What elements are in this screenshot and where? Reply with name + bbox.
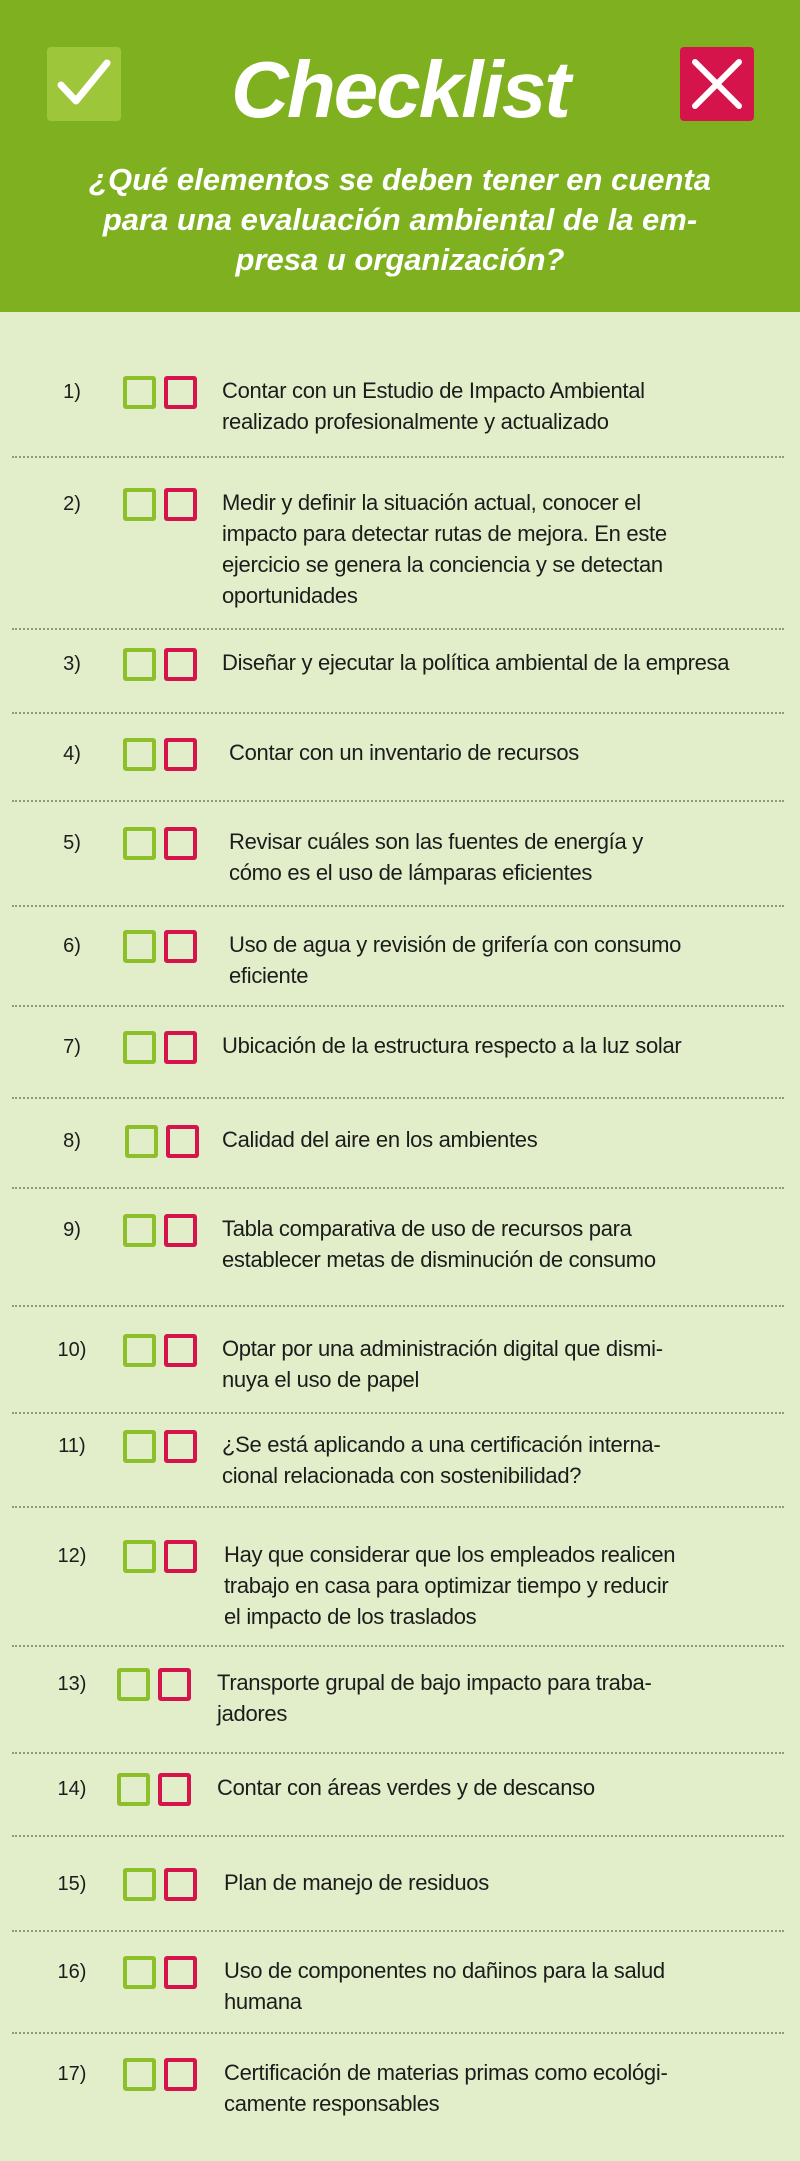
divider [12, 905, 784, 907]
item-number: 9) [63, 1219, 81, 1241]
item-text [222, 647, 729, 678]
divider [12, 1930, 784, 1932]
item-text [222, 1429, 660, 1491]
divider [12, 1412, 784, 1414]
item-text-line: Contar con áreas verdes y de descanso [217, 1775, 595, 1800]
item-text-line: impacto para detectar rutas de mejora. En este [222, 521, 667, 546]
item-number: 16) [57, 1961, 87, 1983]
item-text-line: cional relacionada con sostenibilidad? [222, 1463, 582, 1488]
item-text [229, 737, 579, 768]
item-text-line: Contar con un inventario de recursos [229, 740, 579, 765]
divider [12, 1835, 784, 1837]
divider [12, 800, 784, 802]
checkbox-yes[interactable] [123, 376, 156, 409]
item-text-line: Contar con un Estudio de Impacto Ambiental [222, 378, 645, 403]
subtitle-line: ¿Qué elementos se deben tener en cuenta [89, 162, 711, 197]
divider [12, 1005, 784, 1007]
checkbox-yes[interactable] [123, 1334, 156, 1367]
checkbox-no[interactable] [164, 648, 197, 681]
checkbox-no[interactable] [164, 1031, 197, 1064]
checkbox-no[interactable] [164, 1214, 197, 1247]
checkbox-no[interactable] [164, 1956, 197, 1989]
divider [12, 1506, 784, 1508]
divider [12, 628, 784, 630]
checkbox-yes[interactable] [123, 488, 156, 521]
item-number: 2) [63, 493, 81, 515]
item-number: 12) [57, 1545, 87, 1567]
subtitle [60, 160, 740, 280]
item-text-line: jadores [217, 1701, 288, 1726]
checkbox-yes[interactable] [123, 1031, 156, 1064]
item-text [224, 1867, 489, 1898]
divider [12, 1187, 784, 1189]
item-text-line: establecer metas de disminución de consumo [222, 1247, 656, 1272]
checkbox-no[interactable] [164, 1334, 197, 1367]
item-text-line: camente responsables [224, 2091, 440, 2116]
checkbox-no[interactable] [164, 827, 197, 860]
checkbox-yes[interactable] [117, 1668, 150, 1701]
item-number: 17) [57, 2063, 87, 2085]
divider [12, 1097, 784, 1099]
item-number: 4) [63, 743, 81, 765]
item-text [224, 2057, 668, 2119]
item-number: 7) [63, 1036, 81, 1058]
item-text [222, 375, 645, 437]
divider [12, 2032, 784, 2034]
item-text-line: oportunidades [222, 583, 358, 608]
item-text-line: eficiente [229, 963, 309, 988]
item-text [222, 1030, 681, 1061]
checkbox-yes[interactable] [117, 1773, 150, 1806]
subtitle-line: presa u organización? [235, 242, 565, 277]
item-number: 3) [63, 653, 81, 675]
item-text-line: Certificación de materias primas como ecológi- [224, 2060, 668, 2085]
checkbox-yes[interactable] [123, 1214, 156, 1247]
header [0, 0, 800, 312]
item-text-line: Ubicación de la estructura respecto a la luz solar [222, 1033, 682, 1058]
item-text-line: nuya el uso de papel [222, 1367, 420, 1392]
checkbox-yes[interactable] [123, 2058, 156, 2091]
item-text-line: ¿Se está aplicando a una certificación interna- [222, 1432, 661, 1457]
subtitle-line: para una evaluación ambiental de la em- [102, 202, 698, 237]
divider [12, 1752, 784, 1754]
checkbox-no[interactable] [164, 2058, 197, 2091]
checkbox-yes[interactable] [123, 1868, 156, 1901]
item-number: 14) [57, 1778, 87, 1800]
item-number: 8) [63, 1130, 81, 1152]
item-text-line: Revisar cuáles son las fuentes de energía y [229, 829, 643, 854]
item-text-line: cómo es el uso de lámparas eficientes [229, 860, 593, 885]
divider [12, 1305, 784, 1307]
item-text [224, 1539, 675, 1632]
item-number: 11) [58, 1435, 86, 1457]
item-text-line: trabajo en casa para optimizar tiempo y reducir [224, 1573, 669, 1598]
item-text [224, 1955, 665, 2017]
item-text-line: Diseñar y ejecutar la política ambiental de la empresa [222, 650, 730, 675]
checkbox-no[interactable] [164, 488, 197, 521]
checkbox-yes[interactable] [123, 1430, 156, 1463]
item-text-line: Tabla comparativa de uso de recursos para [222, 1216, 632, 1241]
checkbox-no[interactable] [164, 930, 197, 963]
item-number: 5) [63, 832, 81, 854]
item-text-line: humana [224, 1989, 302, 2014]
item-text-line: realizado profesionalmente y actualizado [222, 409, 609, 434]
item-text [222, 1213, 656, 1275]
item-number: 6) [63, 935, 81, 957]
checkbox-no[interactable] [164, 1540, 197, 1573]
item-number: 15) [57, 1873, 87, 1895]
item-text-line: Transporte grupal de bajo impacto para traba- [217, 1670, 652, 1695]
checkbox-yes[interactable] [123, 1540, 156, 1573]
item-text [229, 929, 681, 991]
item-number: 10) [57, 1339, 87, 1361]
page-title: Checklist [231, 45, 569, 134]
item-text [229, 826, 643, 888]
item-text-line: el impacto de los traslados [224, 1604, 477, 1629]
item-text-line: Medir y definir la situación actual, conocer el [222, 490, 641, 515]
checkbox-no[interactable] [164, 376, 197, 409]
checkbox-no[interactable] [166, 1125, 199, 1158]
checkbox-yes[interactable] [123, 738, 156, 771]
item-number: 1) [63, 381, 81, 403]
divider [12, 456, 784, 458]
item-text [222, 487, 667, 611]
checkbox-no[interactable] [164, 1868, 197, 1901]
item-text-line: Uso de componentes no dañinos para la salud [224, 1958, 665, 1983]
checkbox-no[interactable] [158, 1773, 191, 1806]
divider [12, 712, 784, 714]
item-text-line: Optar por una administración digital que dismi- [222, 1336, 663, 1361]
checkbox-yes[interactable] [123, 930, 156, 963]
divider [12, 1645, 784, 1647]
checkbox-no[interactable] [164, 1430, 197, 1463]
item-text-line: Calidad del aire en los ambientes [222, 1127, 538, 1152]
item-text-line: Plan de manejo de residuos [224, 1870, 489, 1895]
item-text [222, 1333, 663, 1395]
checkbox-yes[interactable] [125, 1125, 158, 1158]
item-text-line: Uso de agua y revisión de grifería con consumo [229, 932, 682, 957]
item-text [217, 1667, 652, 1729]
item-text-line: ejercicio se genera la conciencia y se detectan [222, 552, 663, 577]
item-text [217, 1772, 595, 1803]
close-icon [680, 47, 754, 121]
item-text [222, 1124, 537, 1155]
checkbox-yes[interactable] [123, 648, 156, 681]
item-text-line: Hay que considerar que los empleados realicen [224, 1542, 676, 1567]
checkbox-no[interactable] [158, 1668, 191, 1701]
checkbox-yes[interactable] [123, 1956, 156, 1989]
checkbox-no[interactable] [164, 738, 197, 771]
checkbox-yes[interactable] [123, 827, 156, 860]
item-number: 13) [57, 1673, 87, 1695]
